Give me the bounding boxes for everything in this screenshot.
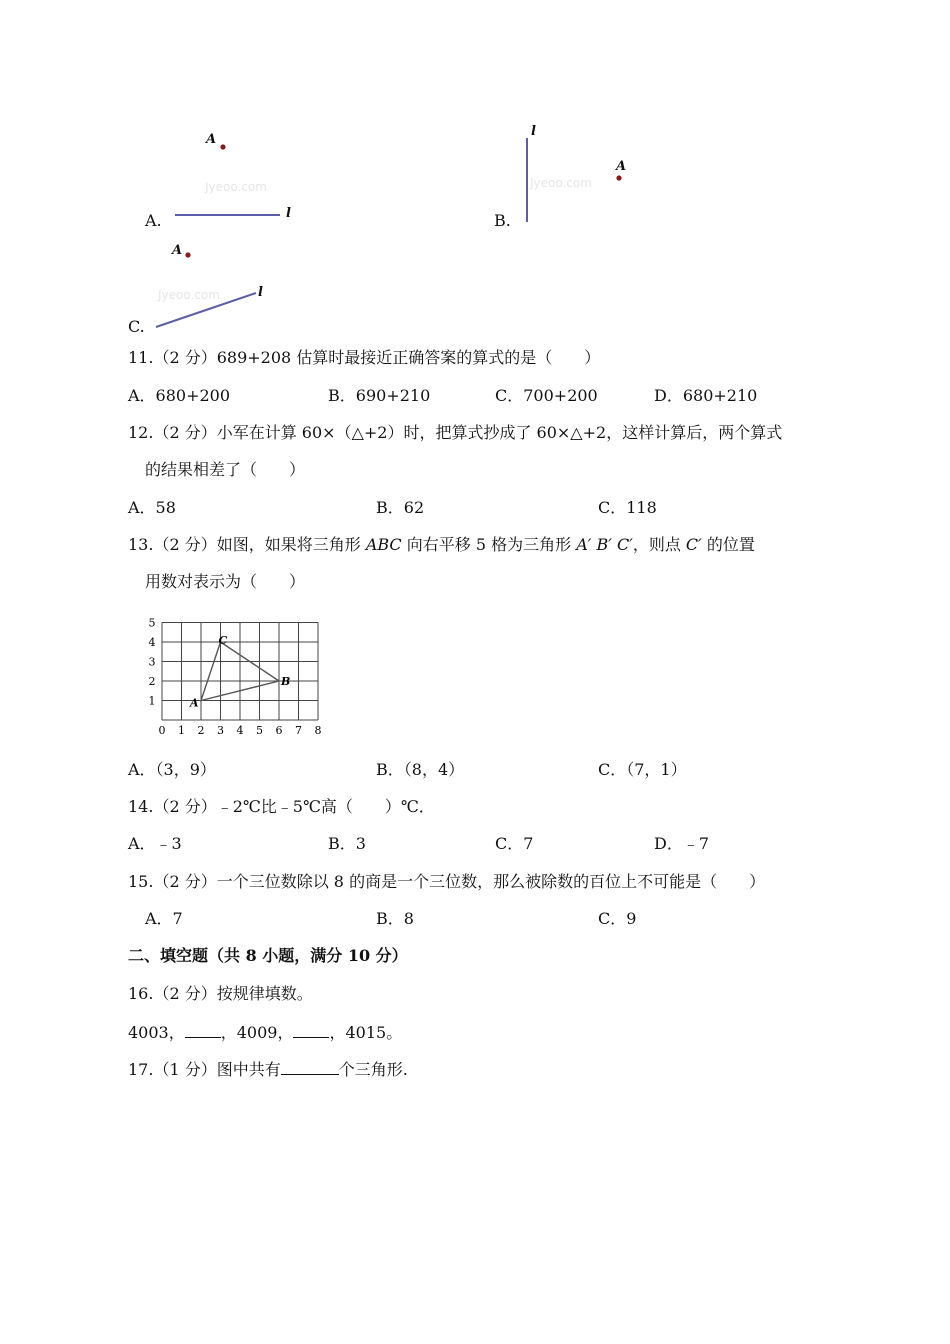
seq-end: ，4015。 [329, 1023, 403, 1042]
option-a-label: A. [145, 211, 162, 230]
stem-mid: 向右平移 5 格为三角形 [401, 535, 577, 554]
option-d[interactable]: D．680+210 [654, 386, 758, 405]
point-a [616, 175, 621, 180]
option-d[interactable]: D．﹣7 [654, 834, 710, 853]
number-sequence [128, 1021, 402, 1043]
option-b[interactable]: B．8 [376, 909, 414, 928]
y-tick-label: 1 [148, 694, 156, 708]
point-a-label: A [206, 132, 217, 147]
grid-tick-labels [149, 617, 322, 738]
stem-primes: A′ B′ C′ [576, 535, 633, 554]
option-a-figure [170, 135, 300, 230]
x-tick-label: 8 [314, 724, 322, 737]
option-a[interactable]: A．7 [145, 909, 183, 928]
x-tick-label: 5 [256, 724, 263, 737]
line-l-label: l [286, 206, 291, 221]
option-c[interactable]: C．9 [598, 909, 637, 928]
option-a[interactable]: A．（3，9） [128, 760, 216, 779]
x-tick-label: 1 [178, 724, 185, 737]
option-a[interactable]: A．﹣3 [128, 834, 182, 853]
x-tick-label: 3 [217, 724, 224, 737]
x-tick-label: 7 [295, 724, 302, 737]
option-c[interactable]: C．（7，1） [598, 760, 687, 779]
y-tick-label: 2 [148, 675, 156, 688]
option-a[interactable]: A．58 [128, 498, 176, 517]
point-a [220, 144, 225, 149]
option-a[interactable]: A．680+200 [128, 386, 231, 405]
x-tick-label: 0 [158, 724, 166, 737]
y-tick-label: 4 [148, 636, 156, 649]
seq-mid: ，4009， [220, 1023, 294, 1042]
option-c-label: C. [128, 317, 145, 336]
y-tick-label: 3 [148, 655, 156, 669]
point-a-label: A [616, 159, 627, 174]
section-heading: 二、填空题（共 8 小题，满分 10 分） [128, 946, 408, 965]
x-tick-label: 6 [275, 724, 283, 737]
blank-2[interactable] [293, 1021, 329, 1038]
question-stem-line1 [128, 535, 755, 555]
vertex-a-label: A [190, 696, 199, 710]
point-a-label: A [172, 243, 183, 258]
option-b[interactable]: B．（8，4） [376, 760, 465, 779]
option-c[interactable]: C．118 [598, 498, 657, 517]
answer-blank[interactable] [281, 1058, 339, 1075]
question-stem: 16.（2 分）按规律填数。 [128, 984, 313, 1003]
option-b[interactable]: B．62 [376, 498, 425, 517]
watermark: Jyeoo.com [158, 288, 220, 302]
option-b[interactable]: B．3 [328, 834, 366, 853]
question-stem: 14.（2 分）﹣2℃比﹣5℃高（ ）℃． [128, 797, 435, 816]
question-stem: 15.（2 分）一个三位数除以 8 的商是一个三位数，那么被除数的百位上不可能是（ ） [128, 872, 766, 891]
x-tick-label: 4 [236, 724, 244, 737]
vertex-b-label: B [281, 675, 291, 688]
vertex-c-label: C [218, 634, 228, 647]
stem-suffix2: 的位置 [701, 535, 755, 554]
grid-lines [162, 623, 318, 721]
stem-cprime: C′ [685, 535, 702, 554]
option-c[interactable]: C．7 [495, 834, 534, 853]
y-tick-label: 5 [148, 616, 156, 630]
point-a [185, 252, 190, 257]
line-l-label: l [258, 285, 263, 300]
question-stem-line2: 的结果相差了（ ） [145, 460, 306, 479]
question-stem: 11.（2 分）689+208 估算时最接近正确答案的算式的是（ ） [128, 348, 601, 367]
question-stem-suffix: 个三角形. [338, 1060, 408, 1079]
question-stem-line2: 用数对表示为（ ） [145, 572, 306, 591]
stem-prefix: 13.（2 分）如图，如果将三角形 [128, 535, 366, 554]
x-tick-label: 2 [197, 724, 205, 737]
line-l-label: l [531, 124, 536, 139]
line-l [156, 293, 256, 327]
option-c[interactable]: C．700+200 [495, 386, 598, 405]
stem-abc: ABC [365, 535, 402, 554]
seq-start: 4003， [128, 1023, 185, 1042]
stem-suffix1: ，则点 [632, 535, 686, 554]
option-b[interactable]: B．690+210 [328, 386, 431, 405]
option-b-figure [515, 130, 635, 230]
option-c-figure [150, 245, 270, 335]
question-stem-line1: 12.（2 分）小军在计算 60×（△+2）时，把算式抄成了 60×△+2，这样计算后，两个算式 [128, 423, 783, 442]
watermark: Jyeoo.com [205, 180, 267, 194]
question-17 [128, 1058, 408, 1080]
question-stem-prefix: 17.（1 分）图中共有 [128, 1060, 281, 1079]
grid-figure [140, 608, 345, 740]
watermark: Jyeoo.com [530, 176, 592, 190]
option-b-label: B. [494, 211, 511, 230]
blank-1[interactable] [185, 1021, 221, 1038]
